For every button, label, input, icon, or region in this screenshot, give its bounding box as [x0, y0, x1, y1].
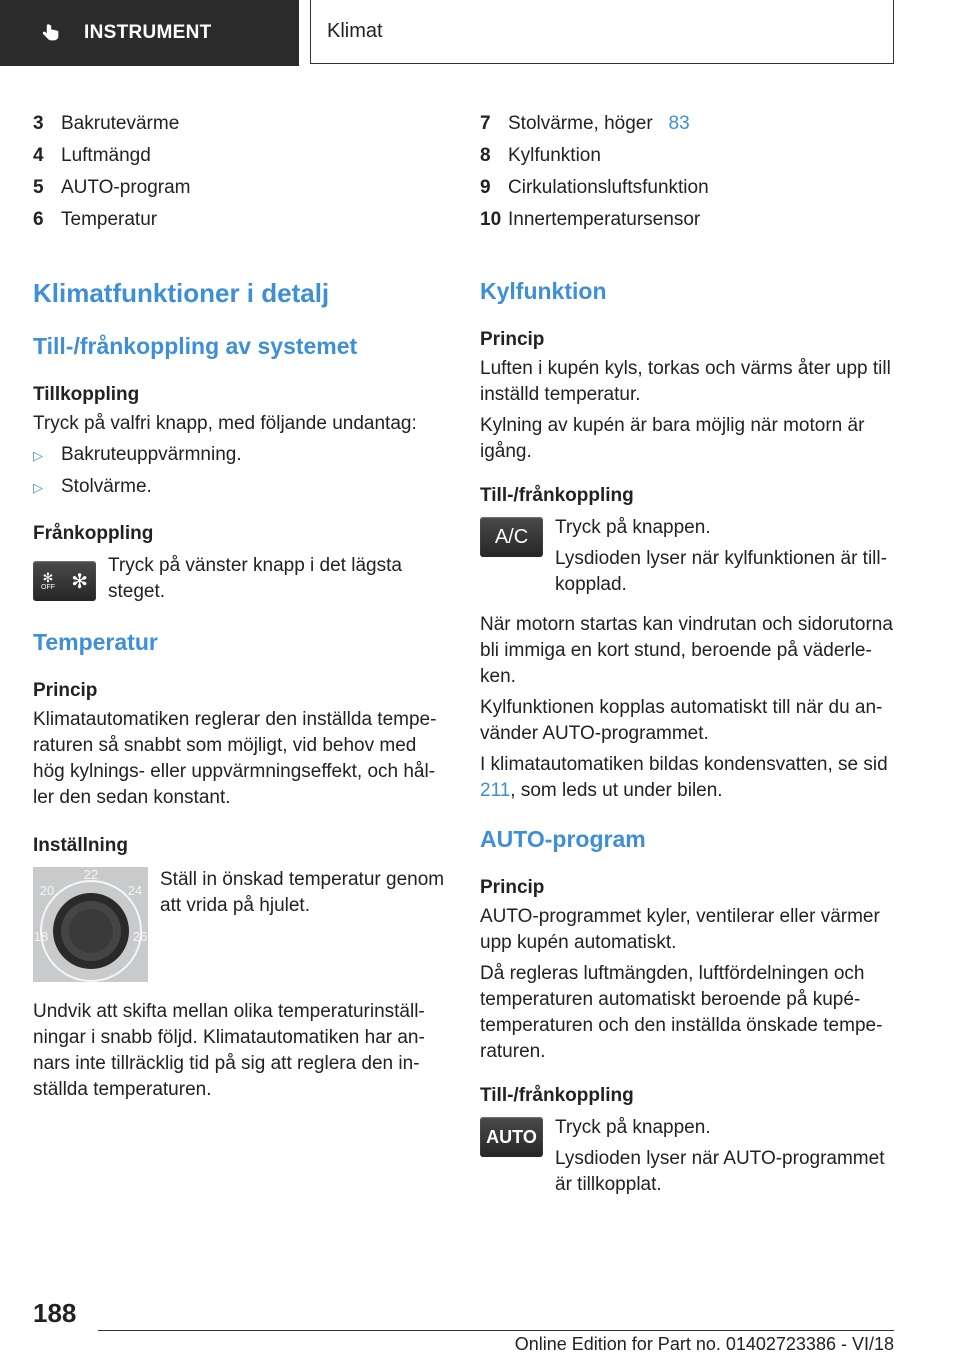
fan-off-button-image: [33, 561, 96, 601]
item-text: Kylfunktion: [508, 145, 601, 166]
dial-label-20: 20: [39, 883, 55, 898]
item-number: 8: [480, 145, 491, 166]
chapter-title-text: Klimat: [327, 20, 383, 42]
list-item: [33, 140, 448, 172]
heading-auto-till-frankoppling: Till-/frånkoppling: [480, 1085, 634, 1106]
fan-low-icon: ✻ OFF: [41, 569, 55, 591]
legend-list-left: [33, 108, 448, 236]
paragraph-installning: Ställ in önskad temperatur genom att vrida på hjulet.: [160, 869, 445, 916]
paragraph-kyl-4: Kylfunktionen kopplas automatiskt till när du an-vänder AUTO-programmet.: [480, 697, 883, 744]
chapter-title: [310, 0, 894, 64]
frankoppling-figure: [33, 553, 448, 607]
paragraph-tillkoppling: Tryck på valfri knapp, med följande undantag:: [33, 413, 417, 434]
item-text: Cirkulationsluftsfunktion: [508, 177, 709, 198]
paragraph-auto-btn-1: Tryck på knappen.: [555, 1117, 711, 1138]
heading-princip: Princip: [33, 680, 98, 701]
list-item: [33, 108, 448, 140]
bullet-text: Stolvärme.: [61, 476, 152, 497]
heading-kylfunktion: Kylfunktion: [480, 278, 607, 304]
page-ref-link[interactable]: 211: [480, 780, 511, 801]
dial-label-26: 26: [132, 929, 148, 944]
legend-list-right: [480, 108, 895, 236]
edition-text: Online Edition for Part no. 01402723386 - VI/18: [514, 1334, 894, 1354]
footer-divider: [98, 1330, 894, 1331]
temperature-dial-image: [33, 867, 148, 982]
heading-tillkoppling: Tillkoppling: [33, 384, 140, 405]
paragraph-auto-2: Då regleras luftmängden, luftfördelningen och temperaturen automatiskt beroende på kupé-temperaturen och den inställda önskade tempe-raturen.: [480, 963, 883, 1062]
item-text: Innertemperatursensor: [508, 209, 701, 230]
heading-princip: Princip: [480, 877, 545, 898]
item-text: Stolvärme, höger: [508, 113, 653, 134]
installning-figure: [33, 867, 448, 987]
paragraph-princip: Klimatautomatiken reglerar den inställda tempe-raturen så snabbt som möjligt, vid behov med hög kylnings- eller uppvärmningseffekt, och hål-ler den sedan konstant.: [33, 709, 437, 808]
paragraph-undvik: Undvik att skifta mellan olika temperaturinställ-ningar i snabb följd. Klimatautomatiken har an-nars inte tillräcklig tid på sig att reglera den in-ställda temperaturen.: [33, 1001, 425, 1100]
ac-figure: [480, 515, 895, 598]
paragraph-auto-btn-2: Lysdioden lyser när AUTO-programmet är tillkopplat.: [555, 1148, 885, 1195]
item-text: AUTO-program: [61, 177, 191, 198]
dial-label-22: 22: [83, 867, 99, 882]
auto-label: AUTO: [486, 1126, 537, 1147]
item-number: 9: [480, 177, 491, 198]
auto-button-image: [480, 1117, 543, 1157]
list-item: [33, 474, 448, 501]
ac-button-image: [480, 517, 543, 557]
list-item: [33, 172, 448, 204]
page-number: 188: [33, 1298, 77, 1328]
heading-onoff-system: Till-/frånkoppling av systemet: [33, 333, 358, 359]
page-footer: [0, 1290, 960, 1362]
section-tab: [0, 0, 299, 66]
heading-till-frankoppling: Till-/frånkoppling: [480, 485, 634, 506]
item-number: 6: [33, 209, 44, 230]
paragraph-ac-1: Tryck på knappen.: [555, 517, 711, 538]
paragraph-kyl-2: Kylning av kupén är bara möjlig när motorn är igång.: [480, 415, 865, 462]
paragraph-auto-1: AUTO-programmet kyler, ventilerar eller värmer upp kupén automatiskt.: [480, 906, 880, 953]
page-header: [0, 0, 960, 66]
page-ref-link[interactable]: 83: [668, 113, 690, 134]
item-number: 5: [33, 177, 44, 198]
item-number: 7: [480, 113, 491, 134]
triangle-bullet-icon: ▷: [33, 448, 43, 463]
item-text: Luftmängd: [61, 145, 151, 166]
list-item: [480, 108, 895, 140]
off-label: OFF: [41, 583, 55, 591]
hand-pointer-icon: [40, 22, 62, 44]
heading-frankoppling: Frånkoppling: [33, 523, 154, 544]
list-item: [33, 204, 448, 236]
heading-princip: Princip: [480, 329, 545, 350]
item-text: Temperatur: [61, 209, 158, 230]
ac-label: A/C: [494, 525, 529, 548]
heading-installning: Inställning: [33, 835, 128, 856]
item-number: 3: [33, 113, 44, 134]
list-item: [33, 442, 448, 469]
left-column: [33, 108, 448, 1103]
bullet-text: Bakruteuppvärmning.: [61, 444, 242, 465]
paragraph-kyl-3: När motorn startas kan vindrutan och sidorutorna bli immiga en kort stund, beroende på väderle-ken.: [480, 614, 893, 687]
list-item: [480, 204, 895, 236]
list-item: [480, 172, 895, 204]
triangle-bullet-icon: ▷: [33, 480, 43, 495]
section-label: INSTRUMENT: [84, 22, 212, 43]
heading-climate-functions: Klimatfunktioner i detalj: [33, 278, 330, 308]
paragraph-ac-2: Lysdioden lyser när kylfunktionen är till-kopplad.: [555, 548, 887, 595]
dial-label-18: 18: [33, 929, 49, 944]
paragraph-kyl-5: I klimatautomatiken bildas kondensvatten, se sid 211, som leds ut under bilen.: [480, 754, 888, 801]
heading-temperatur: Temperatur: [33, 629, 158, 655]
fan-high-icon: ✻: [71, 570, 88, 593]
item-number: 10: [480, 209, 502, 230]
auto-figure: [480, 1115, 895, 1198]
dial-label-24: 24: [127, 883, 143, 898]
paragraph-kyl-1: Luften i kupén kyls, torkas och värms åter upp till inställd temperatur.: [480, 358, 891, 405]
item-number: 4: [33, 145, 44, 166]
heading-auto-program: AUTO-program: [480, 826, 646, 852]
item-text: Bakrutevärme: [61, 113, 180, 134]
paragraph-frankoppling: Tryck på vänster knapp i det lägsta steget.: [108, 555, 402, 602]
right-column: [480, 108, 895, 1198]
list-item: [480, 140, 895, 172]
